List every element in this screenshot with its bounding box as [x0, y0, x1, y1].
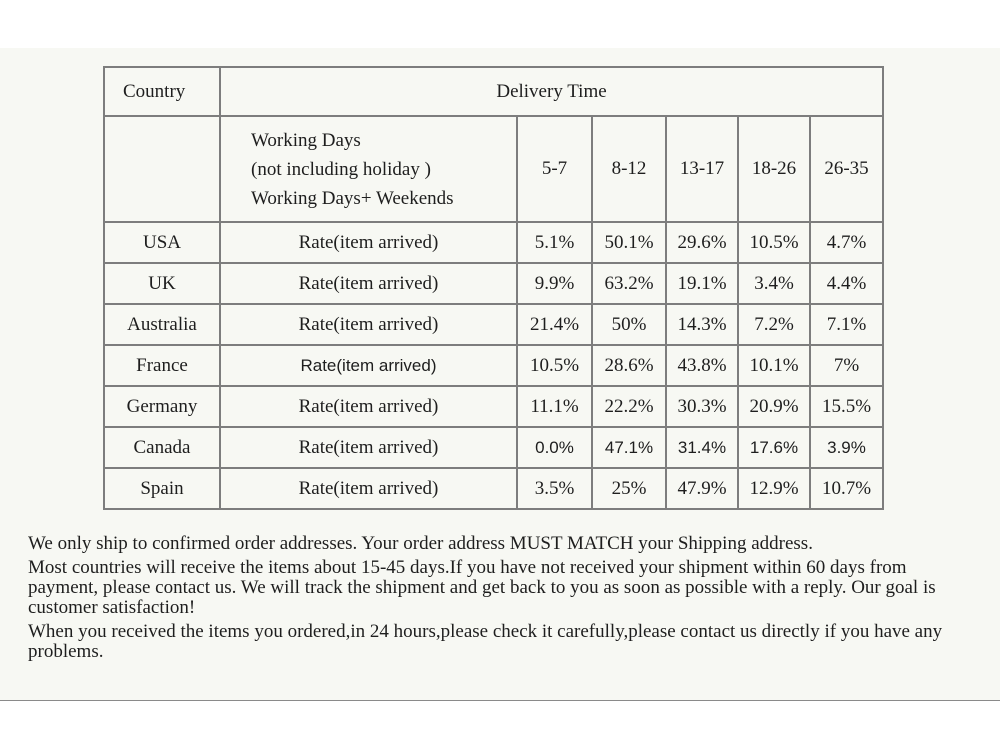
table-row: [104, 386, 883, 427]
value-cell: 0.0%: [517, 427, 592, 468]
table-row: [104, 263, 883, 304]
value-cell: 10.1%: [738, 345, 810, 386]
value-cell: 14.3%: [666, 304, 738, 345]
value-cell: 9.9%: [517, 263, 592, 304]
table-row: [104, 468, 883, 509]
empty-cell: [104, 116, 220, 222]
table-subheader-row: [104, 116, 883, 222]
value-cell: 21.4%: [517, 304, 592, 345]
metric-cell: Rate(item arrived): [220, 263, 517, 304]
shipping-notes: [28, 534, 978, 666]
country-cell: Australia: [104, 304, 220, 345]
table-row: [104, 222, 883, 263]
metric-cell: Rate(item arrived): [220, 386, 517, 427]
working-days-cell: [220, 116, 517, 222]
country-cell: Spain: [104, 468, 220, 509]
weekends-label: Working Days+ Weekends: [251, 187, 454, 209]
value-cell: 7%: [810, 345, 883, 386]
working-days-label: Working Days: [251, 129, 361, 151]
delivery-time-table: [103, 66, 884, 510]
value-cell: 7.2%: [738, 304, 810, 345]
value-cell: 12.9%: [738, 468, 810, 509]
value-cell: 63.2%: [592, 263, 666, 304]
metric-cell: Rate(item arrived): [220, 468, 517, 509]
country-cell: UK: [104, 263, 220, 304]
metric-cell: Rate(item arrived): [220, 345, 517, 386]
delivery-note: Most countries will receive the items about 15-45 days.If you have not received your shipment within 60 days from payment, please contact us. We will track the shipment and get back to you as soon as possible with a reply. Our goal is customer satisfaction!: [28, 557, 936, 618]
country-cell: USA: [104, 222, 220, 263]
delivery-time-header: Delivery Time: [220, 67, 883, 116]
country-cell: Germany: [104, 386, 220, 427]
value-cell: 7.1%: [810, 304, 883, 345]
value-cell: 10.5%: [738, 222, 810, 263]
value-cell: 22.2%: [592, 386, 666, 427]
value-cell: 47.9%: [666, 468, 738, 509]
address-note: We only ship to confirmed order addresses. Your order address MUST MATCH your Shipping address.: [28, 533, 813, 554]
value-cell: 3.9%: [810, 427, 883, 468]
value-cell: 10.7%: [810, 468, 883, 509]
table-row: [104, 345, 883, 386]
value-cell: 19.1%: [666, 263, 738, 304]
value-cell: 20.9%: [738, 386, 810, 427]
value-cell: 30.3%: [666, 386, 738, 427]
value-cell: 50%: [592, 304, 666, 345]
value-cell: 29.6%: [666, 222, 738, 263]
country-cell: France: [104, 345, 220, 386]
country-cell: Canada: [104, 427, 220, 468]
table-header-row: [104, 67, 883, 116]
value-cell: 47.1%: [592, 427, 666, 468]
range-cell: 8-12: [592, 116, 666, 222]
value-cell: 11.1%: [517, 386, 592, 427]
value-cell: 10.5%: [517, 345, 592, 386]
value-cell: 3.5%: [517, 468, 592, 509]
value-cell: 17.6%: [738, 427, 810, 468]
value-cell: 25%: [592, 468, 666, 509]
value-cell: 5.1%: [517, 222, 592, 263]
value-cell: 31.4%: [666, 427, 738, 468]
metric-cell: Rate(item arrived): [220, 304, 517, 345]
country-header: Country: [104, 67, 220, 116]
range-cell: 13-17: [666, 116, 738, 222]
value-cell: 4.7%: [810, 222, 883, 263]
range-cell: 18-26: [738, 116, 810, 222]
table-row: [104, 427, 883, 468]
value-cell: 15.5%: [810, 386, 883, 427]
delivery-info-sheet: [0, 48, 1000, 701]
range-cell: 26-35: [810, 116, 883, 222]
value-cell: 3.4%: [738, 263, 810, 304]
range-cell: 5-7: [517, 116, 592, 222]
metric-cell: Rate(item arrived): [220, 222, 517, 263]
holiday-note: (not including holiday ): [251, 158, 431, 180]
value-cell: 43.8%: [666, 345, 738, 386]
value-cell: 4.4%: [810, 263, 883, 304]
metric-cell: Rate(item arrived): [220, 427, 517, 468]
value-cell: 50.1%: [592, 222, 666, 263]
inspection-note: When you received the items you ordered,in 24 hours,please check it carefully,please contact us directly if you have any problems.: [28, 621, 943, 662]
value-cell: 28.6%: [592, 345, 666, 386]
table-row: [104, 304, 883, 345]
